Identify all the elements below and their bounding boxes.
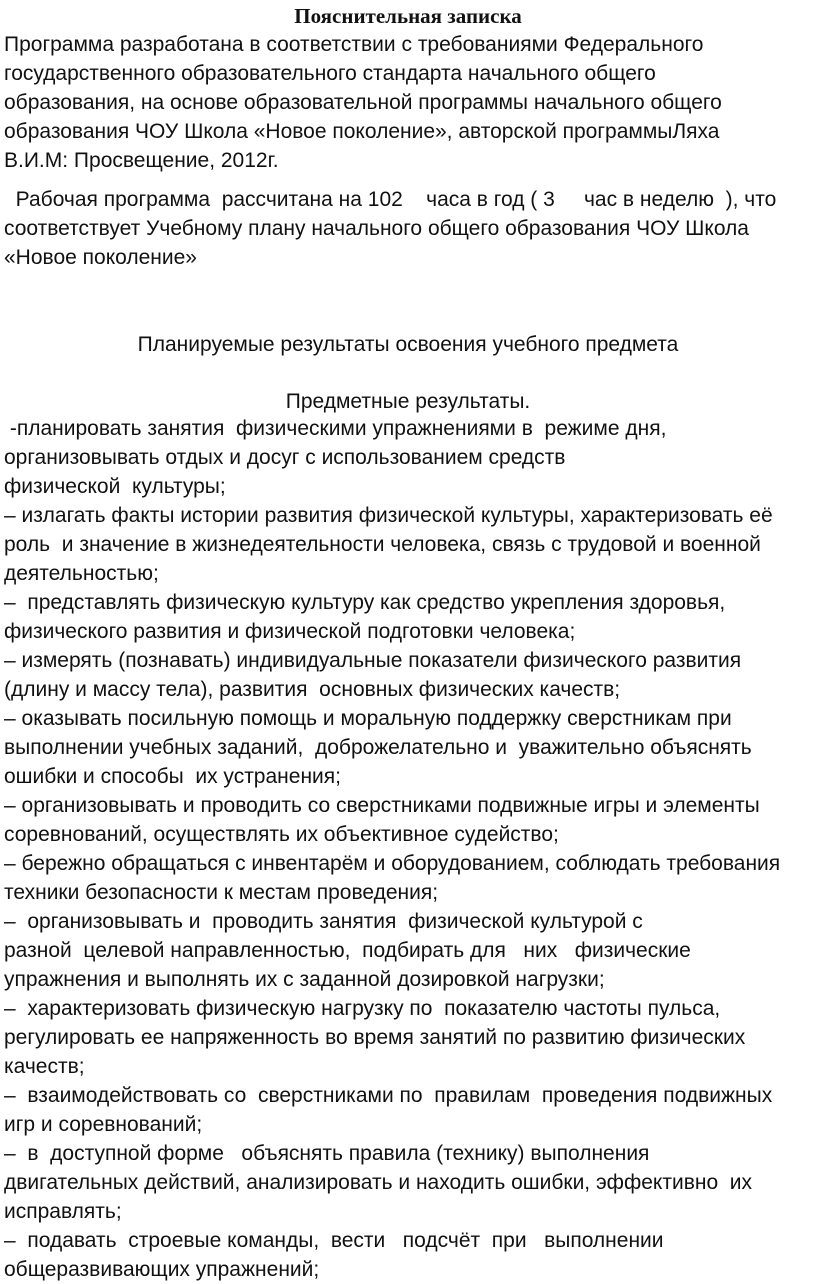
list-item: – в доступной форме объяснять правила (технику) выполнения двигательных действий, анализировать и находить ошибки, эффективно их исправлять; xyxy=(4,1142,753,1223)
list-item: – измерять (познавать) индивидуальные показатели физического развития (длину и массу тела), развития основных физических качеств; xyxy=(4,649,742,701)
list-item: – излагать факты истории развития физической культуры, характеризовать её роль и значение в жизнедеятельности человека, связь с трудовой и военной деятельностью; xyxy=(4,504,773,585)
list-item: – бережно обращаться с инвентарём и оборудованием, соблюдать требования техники безопасности к местам проведения; xyxy=(4,852,781,904)
subject-results-list xyxy=(4,414,812,1284)
list-item: – организовывать и проводить со сверстниками подвижные игры и элементы соревнований, осуществлять их объективное судейство; xyxy=(4,794,760,846)
list-item: – характеризовать физическую нагрузку по показателю частоты пульса, регулировать ее напряженность во время занятий по развитию физических качеств; xyxy=(4,997,746,1078)
intro-paragraph: Программа разработана в соответствии с требованиями Федерального государственного образовательного стандарта начального общего образования, на основе образовательной программы начального общего образования ЧОУ Школа «Новое поколение», авторской программыЛяха В.И.М: Просвещение, 2012г. xyxy=(4,33,722,172)
planned-results-heading: Планируемые результаты освоения учебного предмета xyxy=(137,333,679,356)
list-item: – представлять физическую культуру как средство укрепления здоровья, физического развития и физической подготовки человека; xyxy=(4,591,726,643)
document-title: Пояснительная записка xyxy=(294,4,522,28)
hours-paragraph: Рабочая программа рассчитана на 102 часа в год ( 3 час в неделю ), что соответствует Учебному плану начального общего образования ЧОУ Школа «Новое поколение» xyxy=(4,188,777,269)
list-item: -планировать занятия физическими упражнениями в режиме дня, организовывать отдых и досуг с использованием средств физической культуры; xyxy=(4,417,667,498)
list-item: – организовывать и проводить занятия физической культурой с разной целевой направленностью, подбирать для них физические упражнения и выполнять их с заданной дозировкой нагрузки; xyxy=(4,910,691,991)
list-item: – взаимодействовать со сверстниками по правилам проведения подвижных игр и соревнований; xyxy=(4,1084,773,1136)
list-item: – оказывать посильную помощь и моральную поддержку сверстникам при выполнении учебных заданий, доброжелательно и уважительно объяснять ошибки и способы их устранения; xyxy=(4,707,752,788)
list-item: – подавать строевые команды, вести подсчёт при выполнении общеразвивающих упражнений; xyxy=(4,1229,664,1281)
subject-results-heading: Предметные результаты. xyxy=(285,390,531,413)
